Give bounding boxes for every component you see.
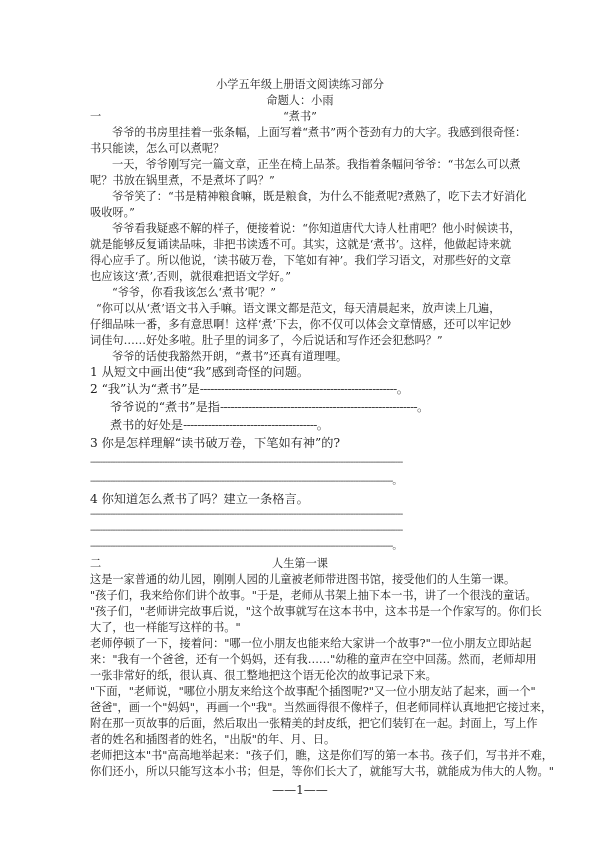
- s1-paragraph-line: “你可以从‘煮’语文书入手嘛。语文课文都是范文，每天清晨起来，放声读上几遍，: [96, 302, 501, 315]
- s1-paragraph-line: 呢？书放在锅里煮，不是煮坏了吗？”: [90, 174, 275, 187]
- answer-blank[interactable]: --------------------------------------------------------。: [219, 400, 429, 414]
- question-2: [90, 382, 408, 396]
- s2-paragraph-line: 附在那一页故事的后面，然后取出一张精美的封皮纸，把它们装钉在一起。封面上，写上作: [90, 717, 538, 730]
- s1-paragraph-line: 仔细品味一番，多有意思啊！这样‘煮’下去，你不仅可以体会文章情感，还可以牢记妙: [90, 318, 512, 331]
- answer-line[interactable]: ------------------------------------------------------------------------------------------------------------------------------: [90, 457, 403, 468]
- question-2-sub-text: 爷爷说的“煮书”是指: [110, 400, 220, 414]
- question-2-sub: [110, 400, 429, 414]
- document-title: 小学五年级上册语文阅读练习部分: [216, 78, 384, 91]
- answer-line[interactable]: --------------------------------------------------------------------------------------------------------------------------。: [90, 476, 402, 487]
- s2-paragraph-line: 爸爸"，画一个"妈妈"，再画一个"我"。当然画得很不像样子，但老师同样认真地把它接过来，: [90, 701, 553, 714]
- answer-blank[interactable]: --------------------------------------。: [183, 418, 329, 432]
- s1-paragraph-line: 爷爷看我疑惑不解的样子，便接着说：“你知道唐代大诗人杜甫吧？他小时候读书，: [112, 222, 521, 235]
- s1-paragraph-line: 书只能读，怎么可以煮呢？: [90, 142, 225, 155]
- section2-number: 二: [90, 557, 102, 570]
- s2-paragraph-line: 老师停顿了一下，接着问："哪一位小朋友也能来给大家讲一个故事?"一位小朋友立即站起: [90, 637, 532, 650]
- s2-paragraph-line: "孩子们，我来给你们讲个故事。"于是，老师从书架上抽下本一书，讲了一个很浅的童话。: [90, 589, 537, 602]
- s1-paragraph-line: 一天，爷爷刚写完一篇文章，正坐在椅上品茶。我指着条幅问爷爷：“书怎么可以煮: [112, 158, 521, 171]
- question-3: 3 你是怎样理解“读书破万卷，下笔如有神”的?: [90, 436, 340, 450]
- s1-paragraph-line: 爷爷的书房里挂着一张条幅，上面写着“煮书”两个苍劲有力的大字。我感到很奇怪：: [112, 126, 527, 139]
- s1-paragraph-line: “爷爷，你看我该怎么‘煮书’呢？”: [112, 286, 276, 299]
- question-2-text: 2 “我”认为“煮书”是: [90, 382, 200, 396]
- answer-line[interactable]: ------------------------------------------------------------------------------------------------------------------------------: [90, 509, 403, 520]
- page-number: ——1——: [272, 783, 328, 797]
- s2-paragraph-line: 老师把这本"书"高高地举起来："孩子们，瞧，这是你们写的第一本书。孩子们，写书并不难，: [90, 749, 553, 762]
- s1-paragraph-line: 词佳句……好处多啦。肚子里的词多了，今后说话和写作还会犯愁吗？”: [90, 334, 443, 347]
- s2-paragraph-line: "下面，"老师说，"哪位小朋友来给这个故事配个插图呢?"又一位小朋友站了起来，画一个": [90, 685, 536, 698]
- s1-paragraph-line: 得心应手了。所以他说，‘读书破万卷，下笔如有神’。我们学习语文，对那些好的文章: [90, 254, 512, 267]
- s1-paragraph-line: 爷爷的话使我豁然开朗，“煮书”还真有道理哩。: [112, 350, 348, 363]
- s2-paragraph-line: "孩子们，"老师讲完故事后说，"这个故事就写在这本书中，这本书是一个作家写的。你们长: [90, 605, 542, 618]
- question-4: 4 你知道怎么煮书了吗？建立一条格言。: [90, 492, 309, 506]
- s1-paragraph-line: 也应该这‘煮’,否则，就很难把语文学好。”: [90, 270, 291, 283]
- s2-paragraph-line: 者的姓名和插图者的姓名，"出版"的年、月、日。: [90, 733, 336, 746]
- s2-paragraph-line: 你们还小，所以只能写这本小书；但是，等你们长大了，就能写大书，就能成为伟大的人物。": [90, 765, 554, 778]
- section2-title: 人生第一课: [272, 557, 328, 570]
- s1-paragraph-line: 就是能够反复诵读品味，非把书读透不可。其实，这就是‘煮书’。这样，他做起诗来就: [90, 238, 512, 251]
- answer-line[interactable]: --------------------------------------------------------------------------------------------------------------------------。: [90, 541, 402, 552]
- section1-number: 一: [90, 110, 102, 123]
- author-line: 命题人：小雨: [266, 94, 334, 107]
- s2-paragraph-line: 一张非常好的纸，很认真、很工整地把这个语无伦次的故事记录下来。: [90, 669, 437, 682]
- s1-paragraph-line: 爷爷笑了：“书是精神粮食嘛，既是粮食，为什么不能煮呢?煮熟了，吃下去才好消化: [112, 190, 527, 203]
- answer-line[interactable]: ------------------------------------------------------------------------------------------------------------------------------: [90, 525, 403, 536]
- s2-paragraph-line: 来："我有一个爸爸，还有一个妈妈，还有我……"幼稚的童声在空中回荡。然而，老师却用: [90, 653, 537, 666]
- s1-paragraph-line: 吸收呀。”: [90, 206, 135, 219]
- question-2-sub-text: 煮书的好处是: [110, 418, 184, 432]
- question-1: 1 从短文中画出使“我”感到奇怪的问题。: [90, 365, 310, 379]
- s2-paragraph-line: 这是一家普通的幼儿园，刚刚人园的儿童被老师带进图书馆，接受他们的人生第一课。: [90, 573, 516, 586]
- s2-paragraph-line: 大了，也一样能写这样的书。": [90, 621, 241, 634]
- question-2-sub: [110, 418, 328, 432]
- answer-blank[interactable]: --------------------------------------------------------。: [199, 382, 409, 396]
- section1-title: “煮书”: [283, 110, 317, 123]
